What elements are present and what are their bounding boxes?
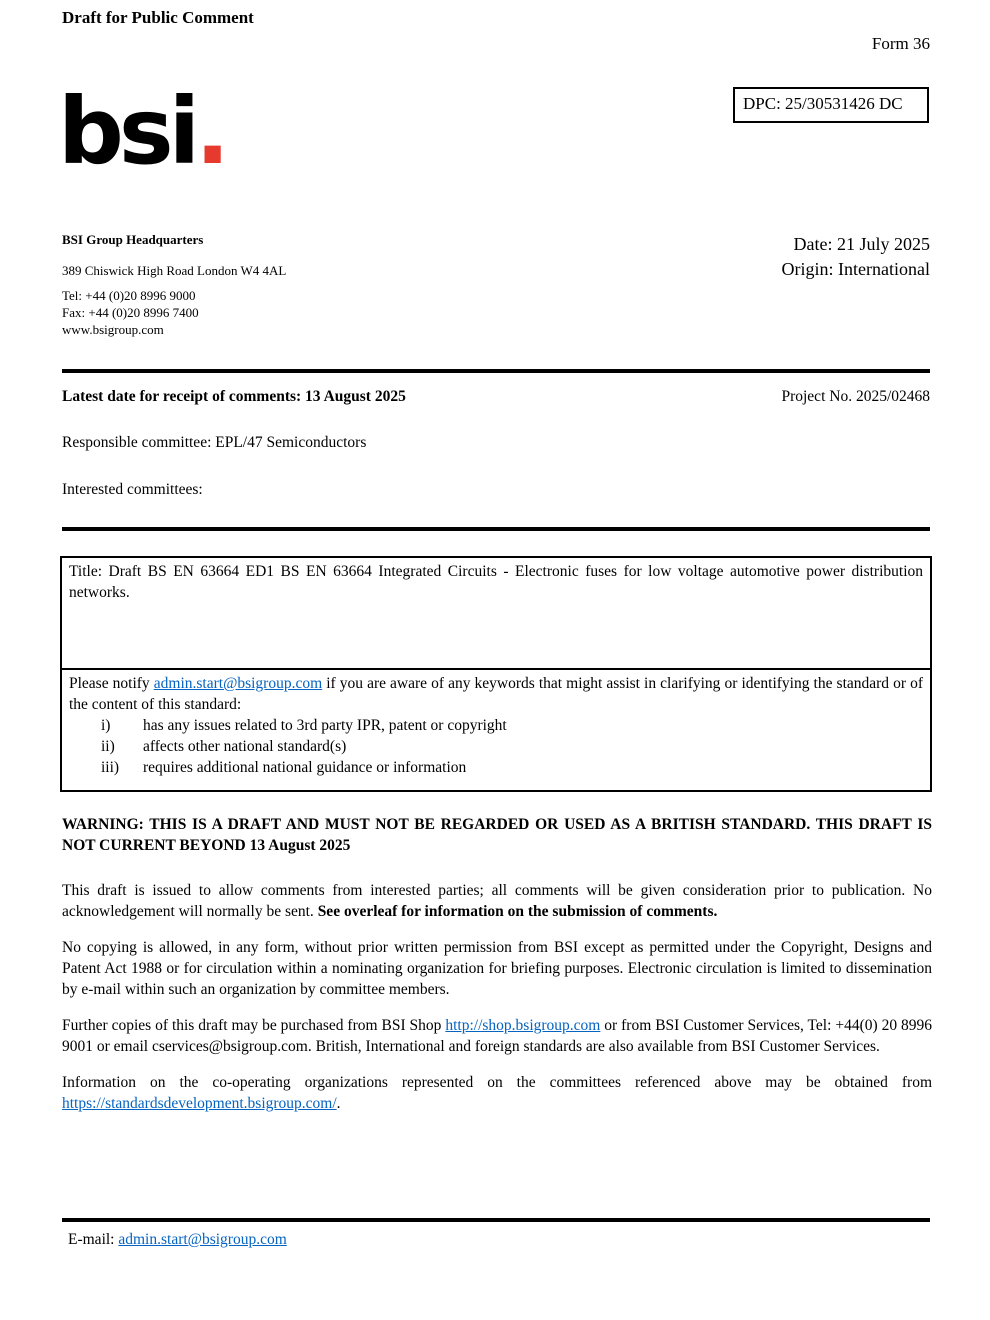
comments-deadline-row: [62, 388, 930, 406]
date-line: Date: 21 July 2025: [793, 234, 930, 254]
responsible-committee-line: Responsible committee: EPL/47 Semiconductors: [62, 434, 367, 451]
warning-paragraph: WARNING: THIS IS A DRAFT AND MUST NOT BE REGARDED OR USED AS A BRITISH STANDARD. THIS DRAFT IS NOT CURRENT BEYOND 13 August 2025: [62, 816, 932, 854]
notify-post-text: if you are aware of any keywords that might assist in clarifying or identifying the standard or of the content of this standard:: [69, 675, 924, 713]
title-box: [60, 556, 932, 670]
email-label: E-mail:: [68, 1231, 119, 1248]
notify-email-link[interactable]: admin.start@bsigroup.com: [153, 675, 323, 692]
bsi-logo-dot: .: [195, 78, 231, 185]
latest-date-label: Latest date for receipt of comments: 13 August 2025: [62, 388, 406, 405]
paragraph-further-copies: [62, 1015, 932, 1057]
item-text: has any issues related to 3rd party IPR, patent or copyright: [143, 717, 507, 734]
item-text: requires additional national guidance or information: [143, 759, 467, 776]
list-item: [69, 736, 923, 757]
headquarters-address-block: [62, 232, 286, 338]
form-number: Form 36: [871, 34, 930, 53]
draft-for-public-comment-label: Draft for Public Comment: [62, 8, 254, 27]
paragraph-copying-notice: No copying is allowed, in any form, without prior written permission from BSI except as permitted under the Copyright, Designs and Patent Act 1988 or for circulation within a nominating organization for briefing purposes. Electronic circulation is limited to dissemination by e-mail within such an organization by committee members.: [62, 939, 932, 998]
headquarters-title: BSI Group Headquarters: [62, 232, 204, 247]
origin-line: Origin: International: [781, 259, 930, 279]
footer-email-link[interactable]: admin.start@bsigroup.com: [118, 1231, 287, 1248]
date-origin-block: [782, 232, 930, 282]
standards-development-link[interactable]: https://standardsdevelopment.bsigroup.com/: [62, 1095, 337, 1112]
p3-post-text: or from BSI Customer Services, Tel: +44(0) 20 8996 9001 or email cservices@bsigroup.com. British, International and foreign standards are also available from BSI Customer Services.: [62, 1017, 933, 1055]
title-text: Title: Draft BS EN 63664 ED1 BS EN 63664 Integrated Circuits - Electronic fuses for low voltage automotive power distribution networks.: [69, 563, 923, 601]
website-line: www.bsigroup.com: [62, 322, 164, 337]
item-number: iii): [101, 759, 120, 776]
p1-text: This draft is issued to allow comments from interested parties; all comments will be given consideration prior to publication. No acknowledgement will normally be sent.: [62, 882, 932, 920]
item-text: affects other national standard(s): [143, 738, 347, 755]
divider-top: [62, 369, 930, 373]
footer-email-row: [68, 1231, 287, 1249]
keywords-notify-box: [60, 668, 932, 792]
divider-bottom: [62, 1218, 930, 1222]
body-text: [62, 814, 932, 1129]
phone-line: Tel: +44 (0)20 8996 9000: [62, 288, 196, 303]
paragraph-cooperating-organizations: [62, 1072, 932, 1114]
p4-post-text: .: [336, 1095, 341, 1112]
notify-pre-text: Please notify: [69, 675, 154, 692]
p1-bold-text: See overleaf for information on the submission of comments.: [317, 903, 718, 920]
notify-text: [69, 673, 923, 715]
project-number: Project No. 2025/02468: [781, 388, 930, 405]
list-item: [69, 715, 923, 736]
list-item: [69, 757, 923, 778]
bsi-logo-text: bsi: [58, 78, 196, 185]
boxed-section: [60, 556, 932, 792]
paragraph-comments-notice: [62, 880, 932, 922]
fax-line: Fax: +44 (0)20 8996 7400: [62, 305, 199, 320]
dpc-number-box: DPC: 25/30531426 DC: [733, 87, 929, 123]
p4-pre-text: Information on the co-operating organizations represented on the committees referenced above may be obtained from: [62, 1074, 932, 1091]
bsi-shop-link[interactable]: http://shop.bsigroup.com: [445, 1017, 601, 1034]
item-number: ii): [101, 738, 115, 755]
item-number: i): [101, 717, 111, 734]
address-line: 389 Chiswick High Road London W4 4AL: [62, 263, 287, 278]
divider-middle: [62, 527, 930, 531]
p3-pre-text: Further copies of this draft may be purchased from BSI Shop: [62, 1017, 446, 1034]
bsi-logo: [58, 78, 231, 185]
interested-committees-line: Interested committees:: [62, 481, 203, 498]
